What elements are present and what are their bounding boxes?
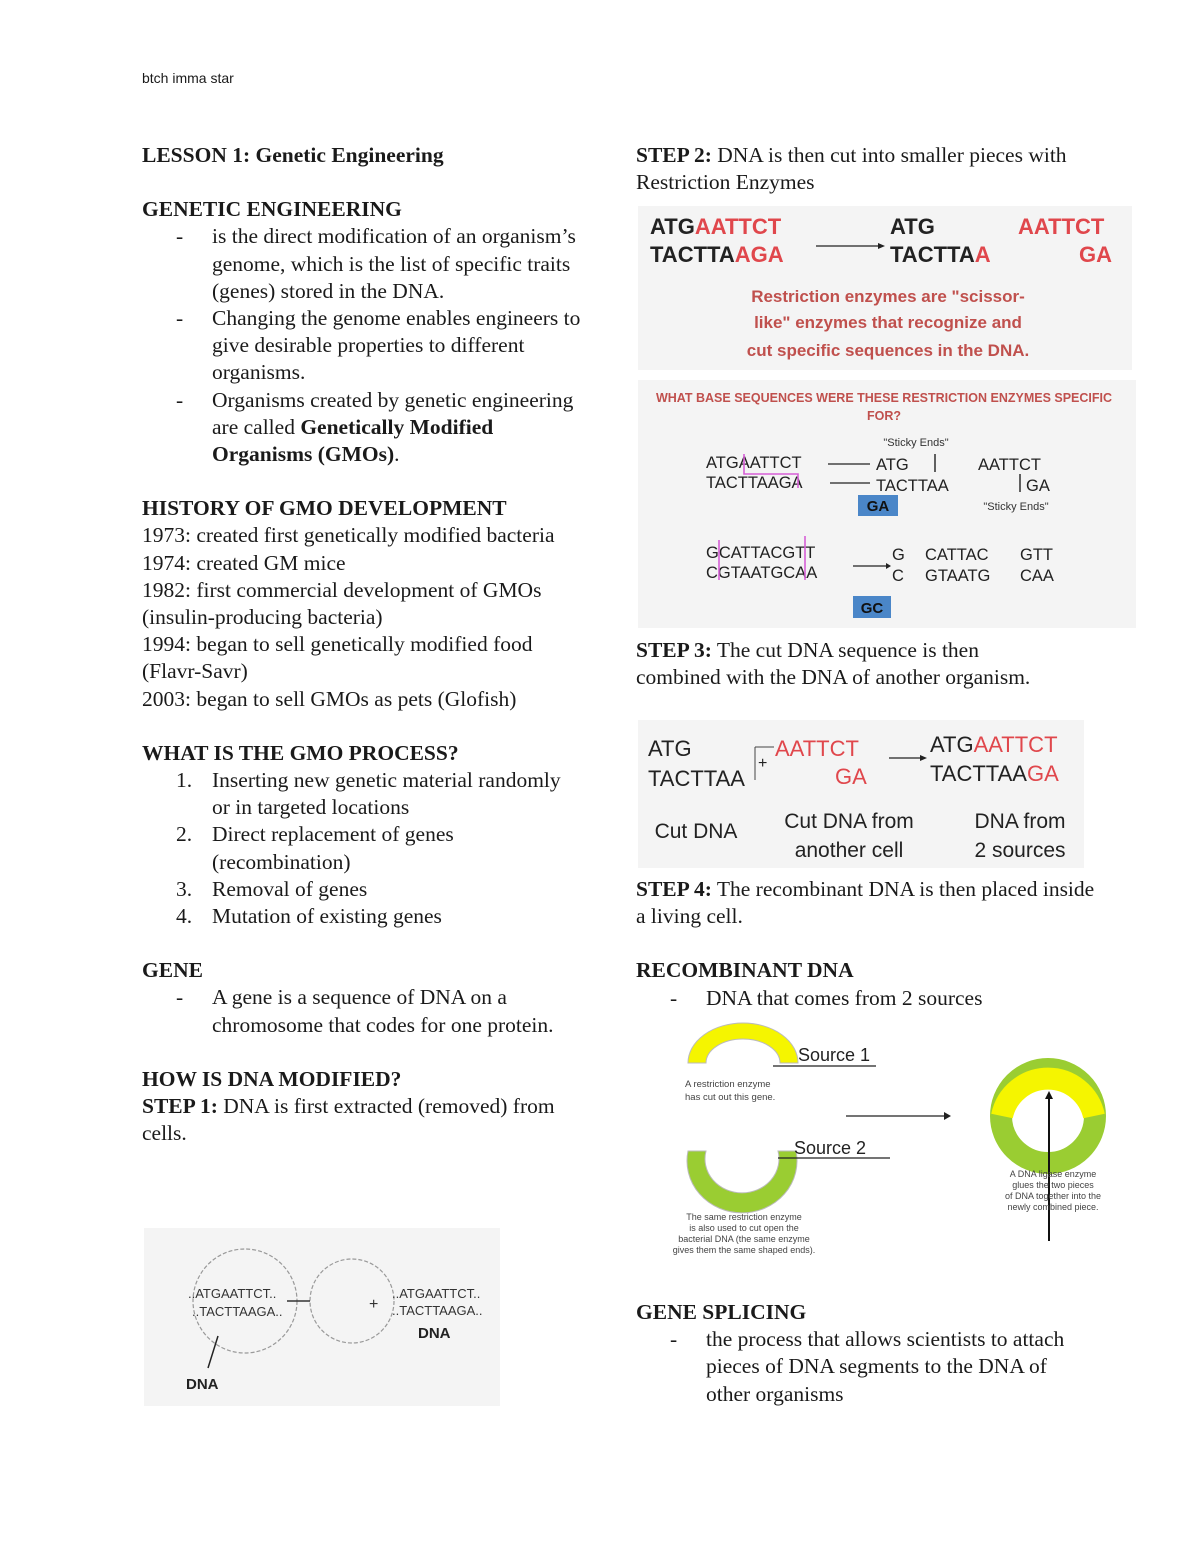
seq-text: AATTCT	[978, 456, 1041, 474]
restriction-enzyme-figure	[638, 206, 1132, 370]
seq-part: ATG	[930, 732, 974, 757]
step1-paragraph	[142, 1093, 582, 1147]
step4-paragraph	[636, 876, 1096, 930]
fig1-seq1: ..ATGAATTCT..	[188, 1286, 277, 1301]
seq-text: CGTAATGCAA	[706, 564, 818, 582]
fig5-caption: of DNA together into the	[1004, 1191, 1102, 1201]
seq-text: ATG	[876, 456, 909, 474]
seq-part: ATG	[890, 214, 935, 239]
history-item: 2003: began to sell GMOs as pets (Glofish)	[142, 686, 517, 711]
source1-gene-arc	[688, 1023, 798, 1063]
fig5-caption: is also used to cut open the	[689, 1223, 799, 1233]
process-item	[142, 821, 582, 875]
dna-extraction-figure	[144, 1228, 500, 1406]
fig4-label: DNA from	[974, 810, 1066, 833]
svg-text:TACTTAAGA	[930, 761, 1059, 786]
ge-bullet-3-end: .	[394, 442, 400, 467]
history-item: 1973: created first genetically modified bacteria	[142, 523, 555, 548]
seq-part: AATTCT	[1018, 214, 1105, 239]
step2-paragraph	[636, 142, 1136, 196]
fig1-seq3: ..ATGAATTCT..	[392, 1286, 481, 1301]
fig1-seq4: ..TACTTAAGA..	[392, 1303, 483, 1318]
svg-text:TACTTAA	[890, 242, 991, 267]
process-item	[142, 767, 582, 821]
seq-part: ATG	[650, 214, 695, 239]
lesson-title: LESSON 1: Genetic Engineering	[142, 143, 444, 167]
seq-part: AATTCT	[973, 732, 1058, 757]
seq-text: G	[892, 546, 905, 564]
fig1-dna-left: DNA	[186, 1376, 219, 1393]
history-item: 1974: created GM mice	[142, 550, 346, 575]
fig1-seq2: ..TACTTAAGA..	[192, 1304, 283, 1319]
ge-bullet-3-text: Organisms created by genetic engineering are called	[212, 387, 574, 439]
seq-text: ATG	[648, 736, 692, 761]
seq-part: GA	[1026, 761, 1059, 786]
step1-label: STEP 1:	[142, 1094, 218, 1119]
seq-text: C	[892, 567, 904, 585]
ge-bullet-2: - Changing the genome enables engineers to give desirable properties to different organisms.	[142, 305, 582, 387]
fig5-caption: has cut out this gene.	[685, 1092, 776, 1103]
seq-text: TACTTAA	[876, 477, 949, 495]
fig4-label: another cell	[794, 839, 904, 862]
item-number: 1.	[176, 768, 193, 793]
svg-text:TACTTAAGA	[650, 242, 784, 267]
badge-text: GC	[860, 600, 884, 617]
gene-bullet: - A gene is a sequence of DNA on a chromosome that codes for one protein.	[142, 984, 582, 1038]
item-text: Direct replacement of genes (recombination)	[212, 822, 454, 874]
item-text: Mutation of existing genes	[212, 904, 442, 929]
item-number: 3.	[176, 876, 193, 901]
seq-part: TACTTA	[650, 242, 735, 267]
gene-splicing-heading: GENE SPLICING	[636, 1300, 807, 1324]
cell-circle-1	[193, 1249, 297, 1353]
genetic-engineering-heading: GENETIC ENGINEERING	[142, 197, 402, 222]
history-item: 1982: first commercial development of GMOs (insulin-producing bacteria)	[142, 577, 542, 630]
right-column	[636, 142, 1136, 196]
seq-part: GA	[1079, 242, 1112, 267]
seq-part: TACTTA	[890, 242, 975, 267]
fig5-caption: glues the two pieces	[1012, 1180, 1094, 1190]
step1-text: DNA is first extracted (removed) from cells.	[142, 1094, 555, 1146]
recombinant-bullet: - DNA that comes from 2 sources	[636, 985, 1096, 1012]
history-heading: HISTORY OF GMO DEVELOPMENT	[142, 496, 507, 521]
recombinant-figure	[638, 1013, 1128, 1268]
gene-splicing-section	[636, 1299, 1096, 1408]
fig1-dna-right: DNA	[418, 1325, 451, 1342]
seq-text: TACTTAA	[648, 766, 745, 791]
seq-text: GA	[1026, 477, 1050, 495]
fig3-title-line: WHAT BASE SEQUENCES WERE THESE RESTRICTION ENZYMES SPECIFIC	[655, 391, 1113, 405]
seq-text: GTT	[1020, 546, 1053, 564]
step3-label: STEP 3:	[636, 638, 712, 662]
fig1-plus: +	[369, 1296, 379, 1313]
source1-label: Source 1	[798, 1045, 871, 1065]
ge-bullet-3	[142, 387, 582, 469]
fig5-caption: A DNA ligase enzyme	[1009, 1169, 1097, 1179]
step2-text: DNA is then cut into smaller pieces with Restriction Enzymes	[636, 143, 1067, 195]
sticky-ends-label: "Sticky Ends"	[883, 437, 949, 449]
item-number: 4.	[176, 904, 193, 929]
fig4-label: 2 sources	[974, 839, 1066, 862]
arrow-head	[878, 243, 885, 249]
ge-bullet-1: - is the direct modification of an organism’s genome, which is the list of specific traits (genes) stored in the DNA.	[142, 223, 582, 305]
source2-bacterial-arc	[687, 1151, 797, 1213]
seq-part: AGA	[734, 242, 784, 267]
seq-text: GCATTACGTT	[706, 544, 816, 562]
badge-text: GA	[866, 498, 890, 515]
caption-line: Restriction enzymes are "scissor-	[751, 287, 1025, 306]
step4-section	[636, 876, 1096, 1012]
seq-text: CAA	[1020, 567, 1054, 585]
recombinant-heading: RECOMBINANT DNA	[636, 958, 854, 983]
seq-text: GTAATG	[925, 567, 991, 585]
step3-paragraph	[636, 637, 1056, 691]
seq-part: A	[974, 242, 991, 267]
fig5-caption: A restriction enzyme	[685, 1079, 771, 1090]
process-heading: WHAT IS THE GMO PROCESS?	[142, 740, 459, 765]
item-number: 2.	[176, 822, 193, 847]
base-sequence-figure	[638, 380, 1136, 628]
step3-text: The cut DNA sequence is then combined with the DNA of another organism.	[636, 638, 1031, 690]
step4-text: The recombinant DNA is then placed inside a living cell.	[636, 877, 1095, 929]
seq-text: TACTTAAGA	[706, 474, 803, 492]
item-text: Removal of genes	[212, 876, 368, 901]
step2-label: STEP 2:	[636, 143, 712, 167]
gene-heading: GENE	[142, 958, 203, 983]
fig5-caption: newly combined piece.	[1007, 1202, 1099, 1212]
plus-sign: +	[758, 755, 768, 772]
fig3-title-line: FOR?	[866, 409, 902, 423]
item-text: Inserting new genetic material randomly or in targeted locations	[212, 768, 561, 820]
seq-text: CATTAC	[925, 546, 989, 564]
left-column	[142, 142, 582, 1148]
seq-text: AATTCT	[775, 736, 859, 761]
dna-modified-heading: HOW IS DNA MODIFIED?	[142, 1066, 402, 1091]
fig5-caption: The same restriction enzyme	[686, 1212, 802, 1222]
caption-line: cut specific sequences in the DNA.	[746, 341, 1030, 360]
seq-part: TACTTAA	[930, 761, 1027, 786]
cell-circle-2	[310, 1259, 394, 1343]
seq-text: ATGAATTCT	[706, 454, 802, 472]
fig4-label: Cut DNA from	[784, 810, 914, 833]
page-header: btch imma star	[142, 70, 234, 86]
history-item: 1994: began to sell genetically modified food (Flavr-Savr)	[142, 632, 533, 684]
fig5-caption: gives them the same shaped ends).	[672, 1245, 816, 1255]
gene-splicing-bullet: - the process that allows scientists to attach pieces of DNA segments to the DNA of other organisms	[636, 1326, 1096, 1408]
caption-line: like" enzymes that recognize and	[754, 313, 1022, 332]
seq-text: GA	[835, 764, 867, 789]
process-item	[142, 903, 582, 930]
gmo-term: Genetically Modified Organisms (GMOs)	[212, 414, 494, 467]
source2-label: Source 2	[794, 1138, 867, 1158]
svg-text:ATGAATTCT	[650, 214, 782, 239]
process-item	[142, 876, 582, 903]
sticky-ends-label: "Sticky Ends"	[983, 501, 1049, 513]
seq-part: AATTCT	[694, 214, 782, 239]
svg-text:ATGAATTCT	[930, 732, 1058, 757]
combine-figure	[638, 720, 1084, 868]
fig4-label: Cut DNA	[654, 820, 738, 843]
step4-label: STEP 4:	[636, 877, 712, 901]
fig5-caption: bacterial DNA (the same enzyme	[678, 1234, 810, 1244]
